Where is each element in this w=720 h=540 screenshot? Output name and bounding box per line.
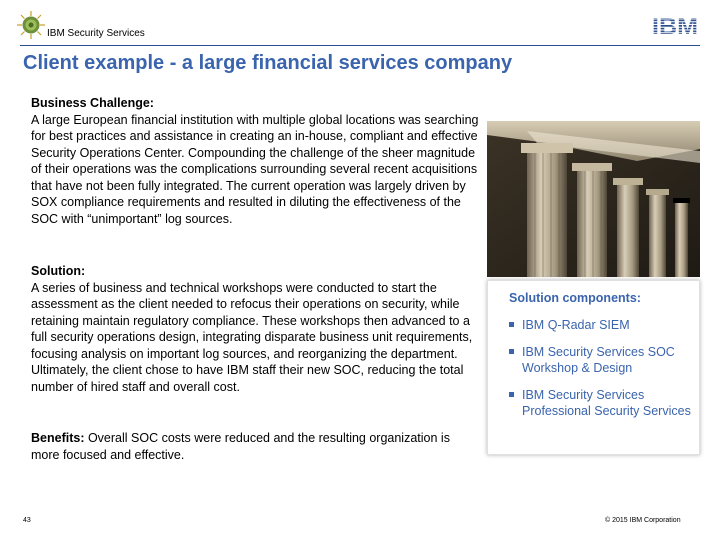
business-challenge-text: A large European financial institution with multiple global locations was searching for best practices and assistance in creating an in-house, compliant and effective Security Operations Center. Compounding the challenge of the sheer magnitude of their operations was the complications surrounding several recent acquisitions that have not been fully integrated. The current operation was largely driven by SOX compliance requirements and resulted in diluting the effectiveness of the SOC with “unimportant” log sources. <box>31 112 479 226</box>
solution-components-title: Solution components: <box>509 291 641 305</box>
ibm-logo <box>651 14 699 36</box>
header-divider <box>20 45 700 46</box>
copyright: © 2015 IBM Corporation <box>605 517 681 524</box>
columns-photo <box>487 121 700 277</box>
solution-section <box>31 263 479 395</box>
list-item: IBM Security Services Professional Security Services <box>509 387 699 420</box>
business-challenge-heading: Business Challenge: <box>31 96 154 110</box>
solution-components-box <box>487 280 700 455</box>
header-label: IBM Security Services <box>47 28 145 39</box>
list-item: IBM Security Services SOC Workshop & Design <box>509 344 699 377</box>
solution-text: A series of business and technical workshops were conducted to start the assessment as the client needed to refocus their operations on security, while retaining maintain regulatory compliance. These workshops then advanced to a full security operations design, integrating disparate business unit requirements, focusing analysis on important log sources, and reorganizing the department. Ultimately, the client chose to have IBM staff their new SOC, reducing the total number of hired staff and overall cost. <box>31 280 473 394</box>
header <box>0 0 720 46</box>
benefits-section <box>31 430 451 463</box>
page-number: 43 <box>23 517 31 524</box>
security-emblem-icon <box>16 10 46 40</box>
page-title: Client example - a large financial services company <box>23 52 513 74</box>
benefits-heading: Benefits: <box>31 431 85 445</box>
list-item: IBM Q-Radar SIEM <box>509 317 699 334</box>
solution-heading: Solution: <box>31 264 86 278</box>
classical-columns-image <box>487 121 700 277</box>
benefits-text: Overall SOC costs were reduced and the resulting organization is more focused and effective. <box>31 431 450 462</box>
svg-text:IBM: IBM <box>652 14 698 36</box>
solution-components-list <box>509 317 699 430</box>
business-challenge-section <box>31 95 483 227</box>
